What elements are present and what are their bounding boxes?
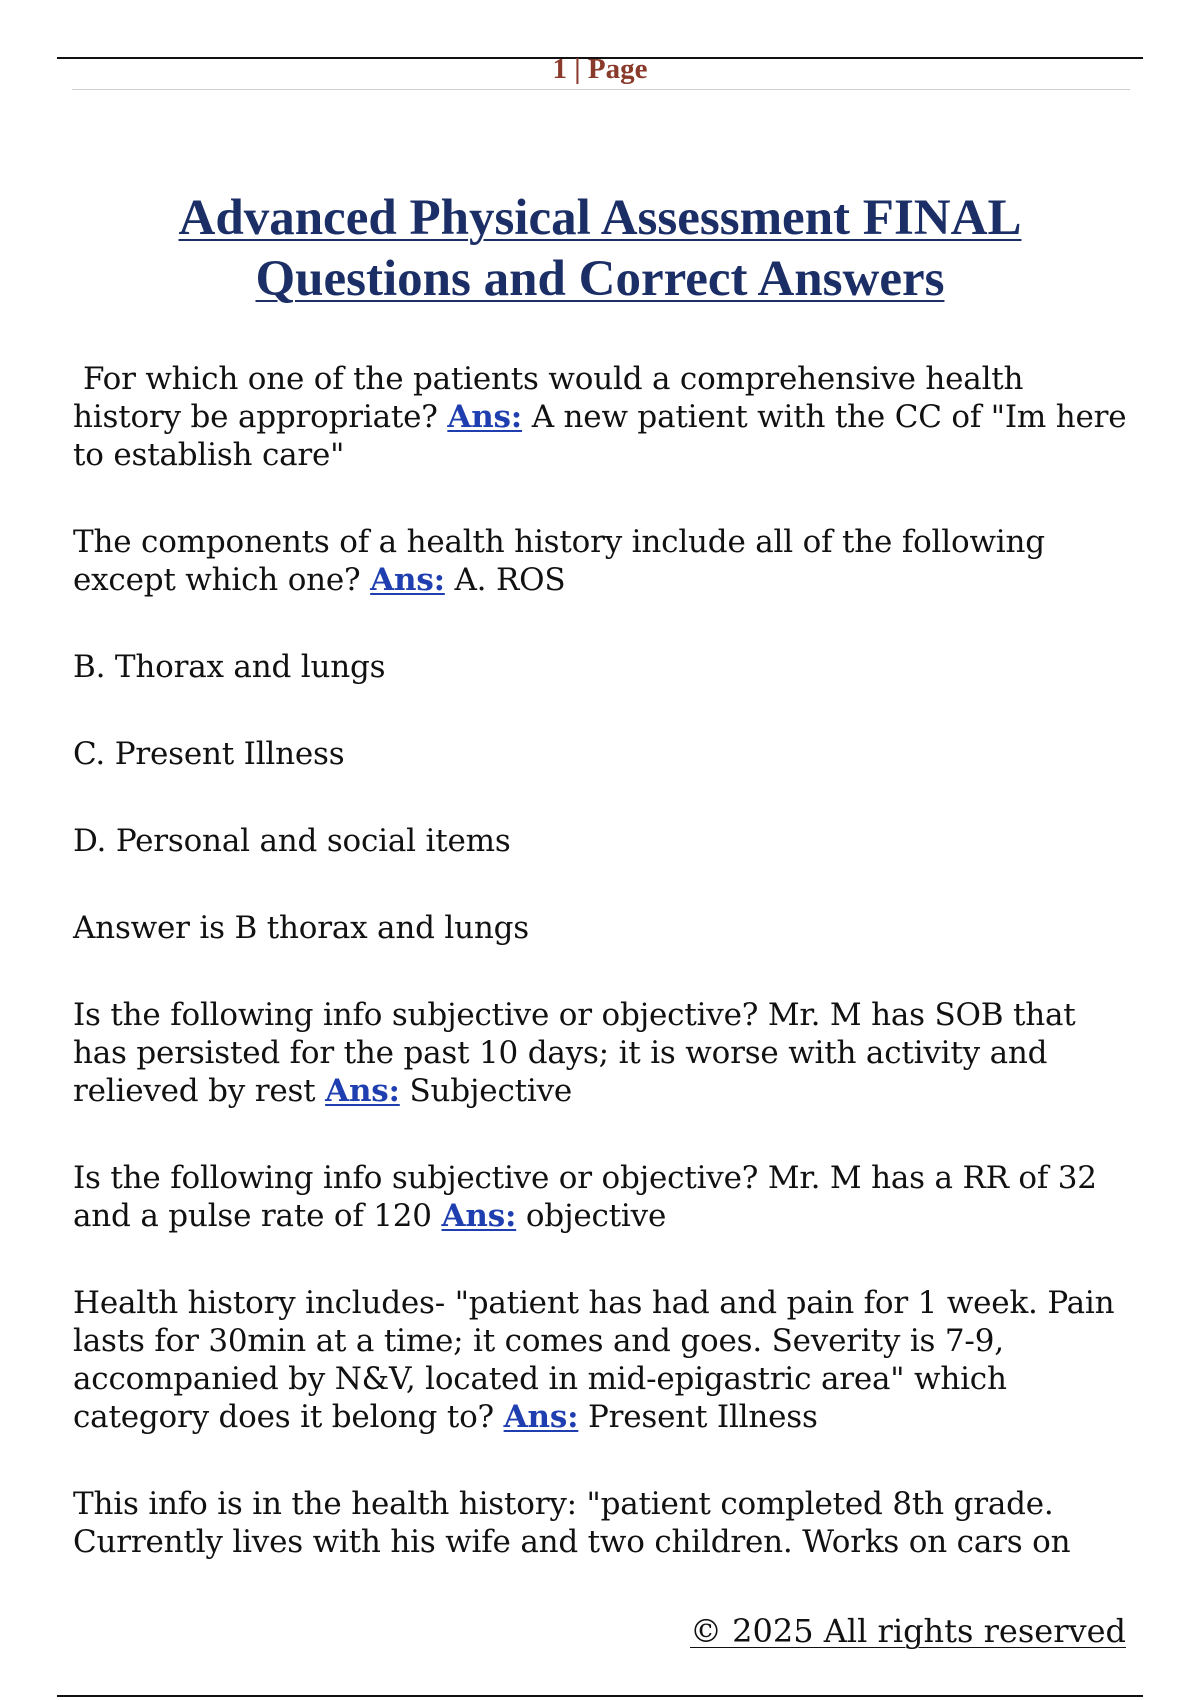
option-text: D. Personal and social items	[73, 823, 511, 859]
answer-text: A. ROS	[454, 562, 566, 598]
answer-label: Ans:	[503, 1399, 579, 1435]
question-text: This info is in the health history: "patient completed 8th grade. Currently lives with his wife and two children. Works on cars on	[73, 1486, 1071, 1560]
qa-item	[73, 523, 1133, 599]
question-text: For which one of the patients would a comprehensive health history be appropriate?	[73, 361, 1024, 435]
header-divider	[72, 89, 1130, 90]
option-text: B. Thorax and lungs	[73, 649, 386, 685]
footer-rule	[57, 1695, 1143, 1697]
document-title	[0, 188, 1200, 310]
qa-item	[73, 996, 1133, 1110]
page-number: 1 | Page	[552, 53, 648, 85]
question-text: Health history includes- "patient has had and pain for 1 week. Pain lasts for 30min at a time; it comes and goes. Severity is 7-9, accompanied by N&V, located in mid-epigastric area" which category does it belong to?	[73, 1285, 1115, 1435]
answer-label: Ans:	[447, 399, 523, 435]
option-text: C. Present Illness	[73, 736, 345, 772]
answer-text: Present Illness	[587, 1399, 818, 1435]
qa-item	[73, 360, 1133, 474]
title-line-1: Advanced Physical Assessment FINAL	[178, 190, 1022, 246]
title-line-2: Questions and Correct Answers	[255, 251, 945, 307]
qa-item	[73, 1159, 1133, 1235]
qa-item	[73, 1284, 1133, 1436]
answer-label: Ans:	[370, 562, 445, 598]
question-text: The components of a health history include all of the following except which one?	[73, 524, 1045, 598]
answer-label: Ans:	[325, 1073, 400, 1109]
answer-label: Ans:	[441, 1198, 517, 1234]
document-body	[73, 360, 1133, 1610]
question-text: Is the following info subjective or objective? Mr. M has SOB that has persisted for the past 10 days; it is worse with activity and relieved by rest	[73, 997, 1076, 1109]
answer-text: Subjective	[409, 1073, 573, 1109]
question-text: Is the following info subjective or objective? Mr. M has a RR of 32 and a pulse rate of 120	[73, 1160, 1097, 1234]
answer-text: objective	[525, 1198, 667, 1234]
answer-statement: Answer is B thorax and lungs	[73, 910, 529, 946]
answer-text: A new patient with the CC of "Im here to establish care"	[73, 399, 1127, 473]
copyright-notice: © 2025 All rights reserved	[690, 1612, 1126, 1650]
